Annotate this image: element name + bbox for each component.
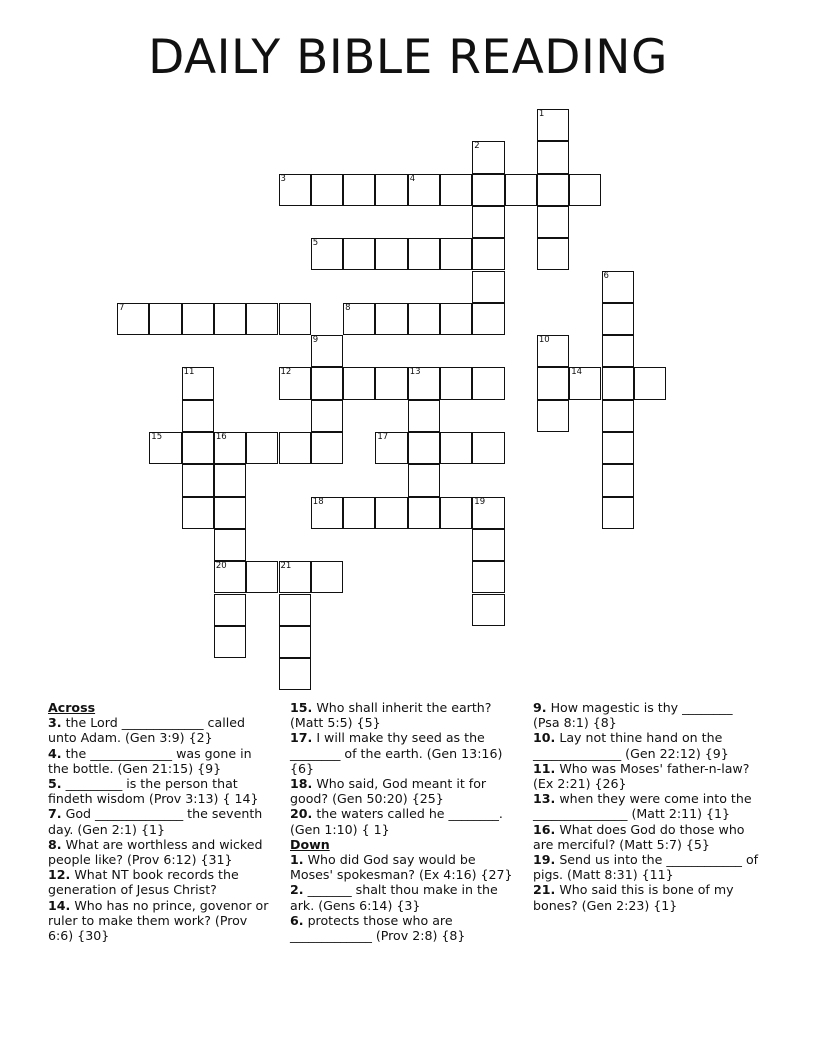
grid-cell[interactable]: [537, 141, 569, 173]
grid-cell-14[interactable]: [569, 367, 601, 399]
clue-number: 19: [474, 496, 486, 507]
clue: [48, 746, 273, 776]
grid-cell[interactable]: [408, 497, 440, 529]
grid-cell[interactable]: [537, 367, 569, 399]
section-heading: Across: [48, 700, 96, 715]
grid-cell[interactable]: [602, 497, 634, 529]
grid-cell[interactable]: [375, 497, 407, 529]
grid-cell[interactable]: [472, 529, 504, 561]
grid-cell[interactable]: [440, 238, 472, 270]
grid-cell[interactable]: [634, 367, 666, 399]
grid-cell-8[interactable]: [343, 303, 375, 335]
clues-column-2: [290, 700, 520, 943]
clue: [533, 822, 763, 852]
grid-cell[interactable]: [311, 367, 343, 399]
clue: [48, 837, 273, 867]
clue-text: I will make thy seed as the ________ of the earth. (Gen 13:16) {6}: [290, 730, 503, 776]
clue-number: 1: [538, 109, 545, 119]
clue-number: 12: [280, 367, 292, 378]
grid-cell-3[interactable]: [279, 174, 311, 206]
grid-cell[interactable]: [214, 626, 246, 658]
grid-cell[interactable]: [375, 367, 407, 399]
clue-num: 11.: [533, 760, 556, 776]
grid-cell[interactable]: [149, 303, 181, 335]
grid-cell-19[interactable]: [472, 497, 504, 529]
grid-cell[interactable]: [602, 400, 634, 432]
clue-number: 8: [345, 302, 351, 313]
clue: [290, 730, 520, 776]
grid-cell[interactable]: [537, 238, 569, 270]
grid-cell[interactable]: [472, 206, 504, 238]
grid-cell[interactable]: [602, 367, 634, 399]
grid-cell-15[interactable]: [149, 432, 181, 464]
grid-cell[interactable]: [408, 303, 440, 335]
clue-number: 20: [215, 561, 227, 572]
grid-cell[interactable]: [375, 238, 407, 270]
grid-cell[interactable]: [440, 497, 472, 529]
grid-cell[interactable]: [311, 400, 343, 432]
grid-cell[interactable]: [472, 238, 504, 270]
clue-text: Who shall inherit the earth? (Matt 5:5) {5}: [290, 700, 492, 731]
grid-cell[interactable]: [182, 400, 214, 432]
clue-text: God ______________ the seventh day. (Gen 2:1) {1}: [48, 806, 263, 837]
clue-text: the _____________ was gone in the bottle. (Gen 21:15) {9}: [48, 745, 252, 776]
grid-cell[interactable]: [311, 432, 343, 464]
grid-cell[interactable]: [182, 432, 214, 464]
grid-cell[interactable]: [408, 400, 440, 432]
clue-text: the waters called he ________. (Gen 1:10) { 1}: [290, 806, 503, 837]
grid-cell-20[interactable]: [214, 561, 246, 593]
clues-column-1: [48, 700, 273, 943]
grid-cell[interactable]: [343, 238, 375, 270]
grid-cell[interactable]: [246, 303, 278, 335]
clue-text: Who has no prince, govenor or ruler to make them work? (Prov 6:6) {30}: [48, 897, 269, 944]
clue: [290, 776, 520, 806]
clue-text: the Lord _____________ called unto Adam. (Gen 3:9) {2}: [48, 715, 245, 746]
clue-text: Who did God say would be Moses' spokesman? (Ex 4:16) {27}: [290, 852, 513, 883]
clue: [290, 806, 520, 836]
grid-cell[interactable]: [408, 432, 440, 464]
clue: [48, 806, 273, 836]
grid-cell[interactable]: [408, 238, 440, 270]
clue: [533, 700, 763, 730]
grid-cell[interactable]: [343, 367, 375, 399]
page-title: DAILY BIBLE READING: [148, 30, 668, 85]
clue-num: 15.: [290, 700, 313, 715]
grid-cell[interactable]: [602, 432, 634, 464]
grid-cell[interactable]: [279, 303, 311, 335]
grid-cell[interactable]: [214, 303, 246, 335]
grid-cell[interactable]: [279, 658, 311, 690]
grid-cell[interactable]: [505, 174, 537, 206]
clue: [533, 761, 763, 791]
clue-num: 16.: [533, 821, 556, 837]
clue-number: 7: [119, 302, 125, 313]
grid-cell-18[interactable]: [311, 497, 343, 529]
grid-cell[interactable]: [279, 594, 311, 626]
clue-number: 10: [538, 335, 550, 346]
grid-cell[interactable]: [440, 367, 472, 399]
grid-cell[interactable]: [246, 432, 278, 464]
clue-number: 4: [409, 173, 416, 184]
clue-num: 18.: [290, 776, 313, 792]
clue-number: 15: [151, 432, 163, 442]
clue-text: Who said this is bone of my bones? (Gen 2:23) {1}: [533, 882, 734, 913]
clue-number: 21: [280, 561, 292, 572]
clue: [48, 867, 273, 897]
grid-cell-17[interactable]: [375, 432, 407, 464]
grid-cell[interactable]: [214, 594, 246, 626]
grid-cell[interactable]: [472, 561, 504, 593]
grid-cell[interactable]: [343, 174, 375, 206]
grid-cell[interactable]: [440, 432, 472, 464]
clue: [533, 882, 763, 912]
grid-cell[interactable]: [214, 497, 246, 529]
grid-cell-16[interactable]: [214, 432, 246, 464]
grid-cell[interactable]: [440, 174, 472, 206]
clue-text: _______ shalt thou make in the ark. (Gens 6:14) {3}: [290, 882, 498, 913]
clue: [48, 898, 273, 944]
clue: [48, 715, 273, 745]
grid-cell-11[interactable]: [182, 367, 214, 399]
grid-cell[interactable]: [279, 432, 311, 464]
grid-cell-21[interactable]: [279, 561, 311, 593]
grid-cell[interactable]: [602, 464, 634, 496]
clue-number: 18: [312, 496, 324, 507]
clue: [290, 852, 520, 882]
grid-cell[interactable]: [440, 303, 472, 335]
clue-number: 17: [377, 432, 389, 442]
grid-cell[interactable]: [375, 174, 407, 206]
clue-num: 9.: [533, 700, 547, 715]
grid-cell[interactable]: [214, 529, 246, 561]
clue-number: 13: [409, 367, 421, 378]
grid-cell[interactable]: [343, 497, 375, 529]
grid-cell-9[interactable]: [311, 335, 343, 367]
grid-cell[interactable]: [214, 464, 246, 496]
clue-num: 6.: [290, 912, 304, 928]
grid-cell[interactable]: [602, 303, 634, 335]
clue-number: 3: [280, 173, 286, 184]
clue-num: 2.: [290, 882, 304, 898]
clue-text: How magestic is thy ________ (Psa 8:1) {8}: [533, 700, 733, 731]
clue-number: 2: [474, 141, 480, 152]
clue-num: 10.: [533, 730, 556, 746]
clue-number: 6: [603, 270, 609, 281]
clue: [533, 791, 763, 821]
grid-cell[interactable]: [375, 303, 407, 335]
clue: [290, 882, 520, 912]
clue-number: 5: [312, 238, 319, 249]
clue-text: Send us into the ____________ of pigs. (Matt 8:31) {11}: [533, 852, 759, 883]
grid-cell[interactable]: [182, 497, 214, 529]
grid-cell[interactable]: [472, 174, 504, 206]
clue-num: 12.: [48, 867, 71, 883]
grid-cell[interactable]: [569, 174, 601, 206]
clue-num: 7.: [48, 806, 62, 822]
clue-num: 13.: [533, 791, 556, 807]
clue-text: _________ is the person that findeth wisdom (Prov 3:13) { 14}: [48, 776, 259, 807]
grid-cell-6[interactable]: [602, 271, 634, 303]
clue: [533, 730, 763, 760]
grid-cell-2[interactable]: [472, 141, 504, 173]
clue-num: 8.: [48, 836, 62, 852]
grid-cell[interactable]: [472, 303, 504, 335]
clue-text: when they were come into the _______________ (Matt 2:11) {1}: [533, 791, 752, 822]
clue-num: 5.: [48, 776, 62, 792]
grid-cell[interactable]: [279, 626, 311, 658]
grid-cell[interactable]: [408, 464, 440, 496]
grid-cell[interactable]: [472, 271, 504, 303]
grid-cell-7[interactable]: [117, 303, 149, 335]
grid-cell[interactable]: [311, 174, 343, 206]
clue-number: 11: [183, 367, 195, 378]
grid-cell[interactable]: [246, 561, 278, 593]
clue-num: 21.: [533, 882, 556, 898]
grid-cell[interactable]: [472, 367, 504, 399]
grid-cell-12[interactable]: [279, 367, 311, 399]
clue-text: Who said, God meant it for good? (Gen 50:20) {25}: [290, 776, 487, 807]
clue-text: Lay not thine hand on the ______________ (Gen 22:12) {9}: [533, 730, 729, 761]
clue-number: 14: [571, 367, 583, 378]
clue-num: 17.: [290, 730, 313, 746]
clues-column-3: [533, 700, 763, 913]
grid-cell-13[interactable]: [408, 367, 440, 399]
grid-cell-1[interactable]: [537, 109, 569, 141]
clue: [533, 852, 763, 882]
clue-num: 20.: [290, 806, 313, 822]
grid-cell[interactable]: [602, 335, 634, 367]
grid-cell-5[interactable]: [311, 238, 343, 270]
clue-num: 14.: [48, 897, 71, 913]
grid-cell[interactable]: [182, 303, 214, 335]
section-heading: Down: [290, 836, 330, 852]
clue-num: 1.: [290, 852, 304, 868]
clue-text: protects those who are _____________ (Prov 2:8) {8}: [290, 912, 466, 944]
clue: [290, 913, 520, 943]
grid-cell[interactable]: [537, 174, 569, 206]
clue-text: Who was Moses' father-n-law? (Ex 2:21) {26}: [533, 760, 750, 792]
grid-cell[interactable]: [537, 400, 569, 432]
clue: [48, 776, 273, 806]
grid-cell[interactable]: [311, 561, 343, 593]
clue-num: 3.: [48, 715, 62, 731]
grid-cell[interactable]: [182, 464, 214, 496]
clue-num: 19.: [533, 852, 556, 868]
grid-cell[interactable]: [472, 594, 504, 626]
clue-text: What does God do those who are merciful? (Matt 5:7) {5}: [533, 821, 745, 852]
grid-cell-4[interactable]: [408, 174, 440, 206]
grid-cell[interactable]: [537, 206, 569, 238]
clue-number: 9: [312, 335, 319, 346]
clue-text: What are worthless and wicked people like? (Prov 6:12) {31}: [48, 836, 263, 868]
clue: [290, 700, 520, 730]
grid-cell-10[interactable]: [537, 335, 569, 367]
clue-text: What NT book records the generation of Jesus Christ?: [48, 867, 239, 898]
grid-cell[interactable]: [472, 432, 504, 464]
clue-num: 4.: [48, 745, 62, 761]
clue-number: 16: [215, 432, 227, 442]
